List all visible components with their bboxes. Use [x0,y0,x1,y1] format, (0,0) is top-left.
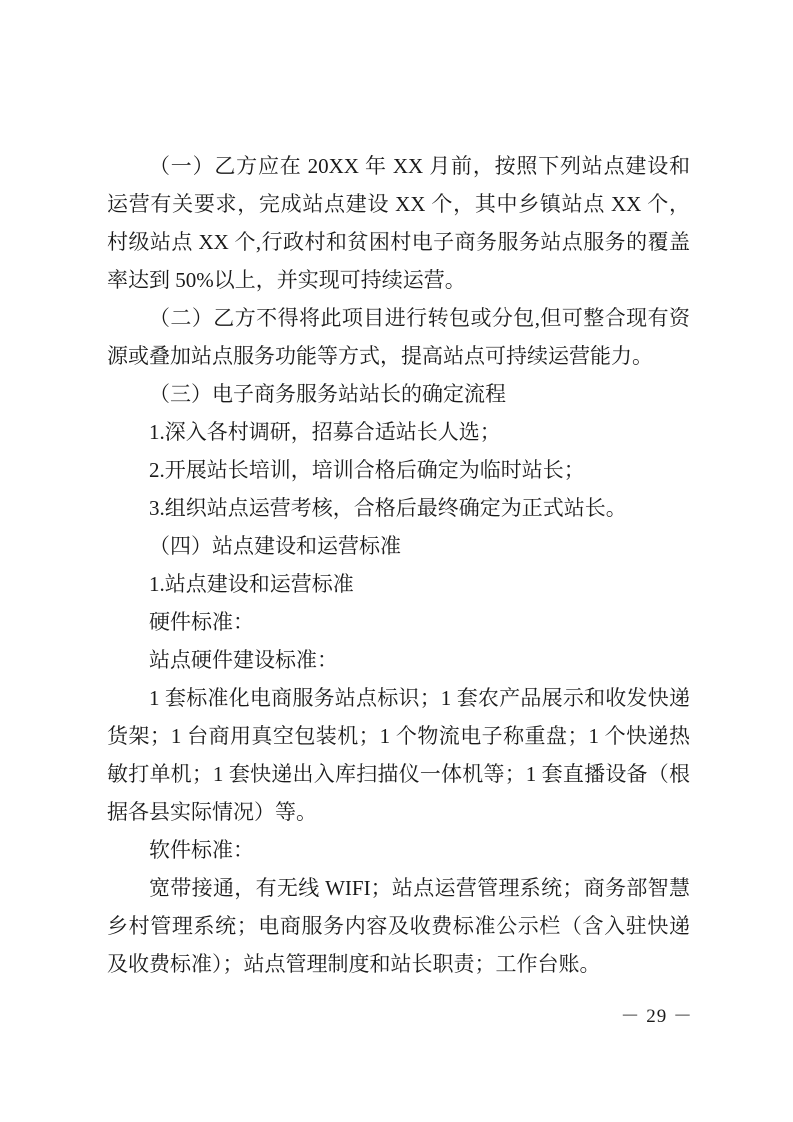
paragraph: 软件标准： [149,838,254,862]
paragraph: （三）电子商务服务站站长的确定流程 [149,382,506,406]
paragraph: 1 套标准化电商服务站点标识；1 套农产品展示和收发快递货架；1 台商用真空包装机；1 个物流电子称重盘；1 个快递热敏打单机；1 套快递出入库扫描仪一体机等；1 套直播设备（根据各县实际情况）等。 [107,686,690,824]
paragraph: （一）乙方应在 20XX 年 XX 月前，按照下列站点建设和运营有关要求，完成站点建设 XX 个，其中乡镇站点 XX 个，村级站点 XX 个,行政村和贫困村电子商务服务站点服务的覆盖率达到 50%以上，并实现可持续运营。 [107,154,690,292]
paragraph: 3.组织站点运营考核，合格后最终确定为正式站长。 [149,496,627,520]
paragraph: 站点硬件建设标准： [149,648,338,672]
document-body [107,147,690,983]
paragraph: 宽带接通，有无线 WIFI；站点运营管理系统；商务部智慧乡村管理系统；电商服务内容及收费标准公示栏（含入驻快递及收费标准）；站点管理制度和站长职责；工作台账。 [107,876,690,976]
paragraph: 硬件标准： [149,610,254,634]
paragraph: 2.开展站长培训，培训合格后确定为临时站长； [149,458,585,482]
paragraph: 1.站点建设和运营标准 [149,572,354,596]
paragraph: 1.深入各村调研，招募合适站长人选； [149,420,501,444]
page-number: － 29 － [620,1006,693,1027]
paragraph: （二）乙方不得将此项目进行转包或分包,但可整合现有资源或叠加站点服务功能等方式，提高站点可持续运营能力。 [107,306,690,368]
paragraph: （四）站点建设和运营标准 [149,534,401,558]
